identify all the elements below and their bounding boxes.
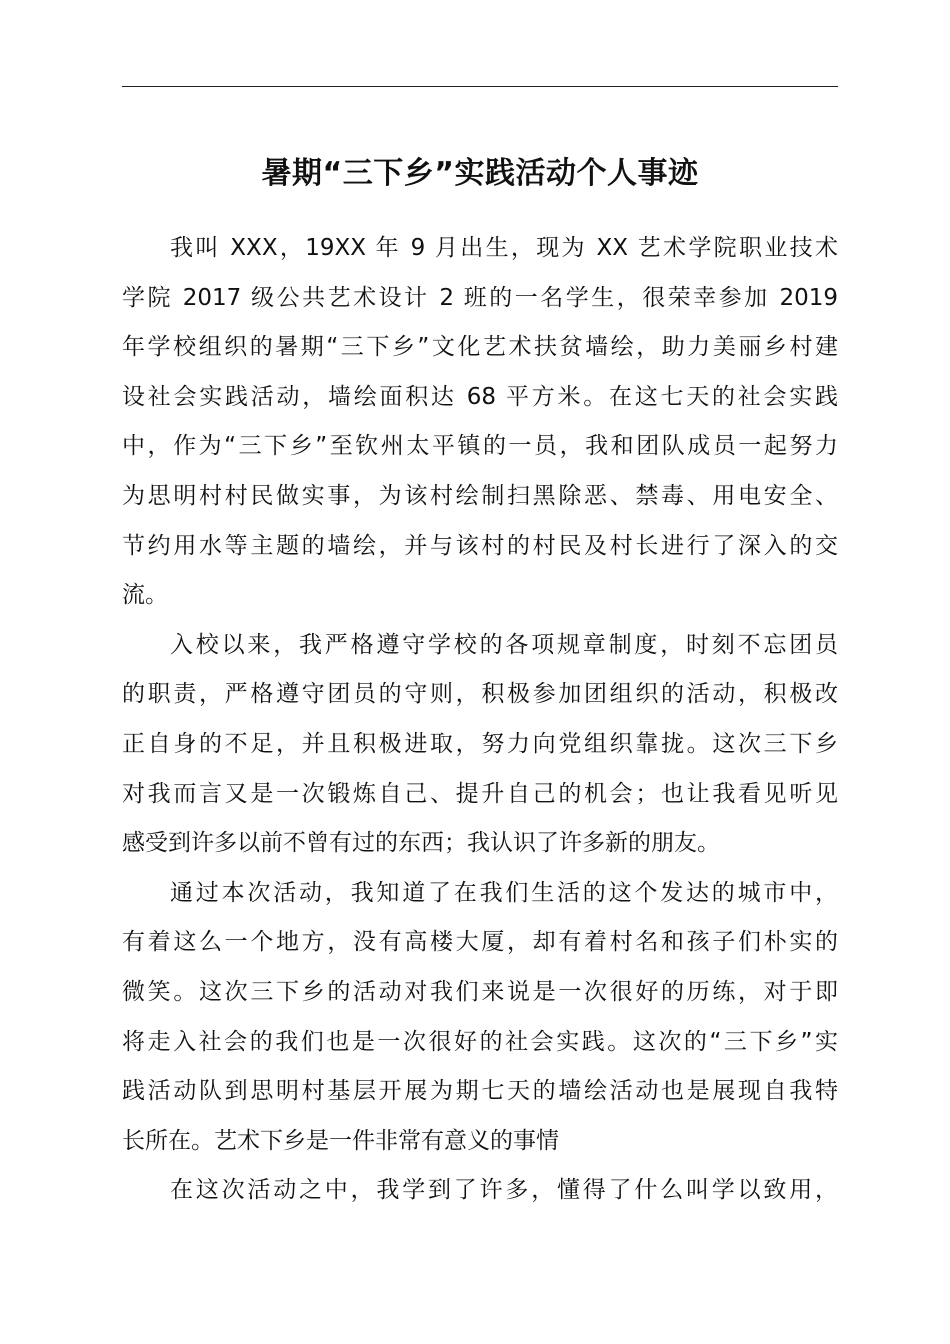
- document-body: [122, 224, 838, 1216]
- paragraph-line: 为思明村村民做实事，为该村绘制扫黑除恶、禁毒、用电安全、: [122, 482, 838, 509]
- paragraph-line: 入校以来，我严格遵守学校的各项规章制度，时刻不忘团员: [170, 631, 838, 658]
- paragraph-line: 节约用水等主题的墙绘，并与该村的村民及村长进行了深入的交: [122, 532, 838, 559]
- paragraph-2: [122, 621, 838, 869]
- header-rule: [122, 86, 838, 87]
- paragraph-line: 有着这么一个地方，没有高楼大厦，却有着村名和孩子们朴实的: [122, 929, 838, 956]
- paragraph-line: 中，作为“三下乡”至钦州太平镇的一员，我和团队成员一起努力: [122, 433, 838, 460]
- paragraph-line: 流。: [122, 582, 168, 609]
- paragraph-line: 对我而言又是一次锻炼自己、提升自己的机会；也让我看见听见: [122, 780, 838, 807]
- paragraph-line: 微笑。这次三下乡的活动对我们来说是一次很好的历练，对于即: [122, 978, 838, 1005]
- paragraph-line: 设社会实践活动，墙绘面积达 68 平方米。在这七天的社会实践: [122, 383, 838, 410]
- paragraph-line: 感受到许多以前不曾有过的东西；我认识了许多新的朋友。: [122, 830, 720, 857]
- paragraph-line: 我叫 XXX，19XX 年 9 月出生，现为 XX 艺术学院职业技术: [170, 235, 838, 261]
- paragraph-line: 践活动队到思明村基层开展为期七天的墙绘活动也是展现自我特: [122, 1078, 838, 1105]
- paragraph-line: 学院 2017 级公共艺术设计 2 班的一名学生，很荣幸参加 2019: [122, 284, 838, 311]
- paragraph-line: 将走入社会的我们也是一次很好的社会实践。这次的“三下乡”实: [122, 1028, 838, 1055]
- paragraph-1: [122, 224, 838, 621]
- document-title: 暑期“三下乡”实践活动个人事迹: [261, 156, 699, 191]
- paragraph-line: 年学校组织的暑期“三下乡”文化艺术扶贫墙绘，助力美丽乡村建: [122, 334, 838, 361]
- paragraph-3: [122, 869, 838, 1167]
- paragraph-line: 在这次活动之中，我学到了许多，懂得了什么叫学以致用，: [170, 1177, 838, 1204]
- paragraph-4: [122, 1166, 838, 1216]
- paragraph-line: 正自身的不足，并且积极进取，努力向党组织靠拢。这次三下乡: [122, 730, 838, 757]
- paragraph-line: 长所在。艺术下乡是一件非常有意义的事情: [122, 1127, 559, 1154]
- paragraph-line: 通过本次活动，我知道了在我们生活的这个发达的城市中，: [170, 879, 838, 906]
- paragraph-line: 的职责，严格遵守团员的守则，积极参加团组织的活动，积极改: [122, 681, 838, 708]
